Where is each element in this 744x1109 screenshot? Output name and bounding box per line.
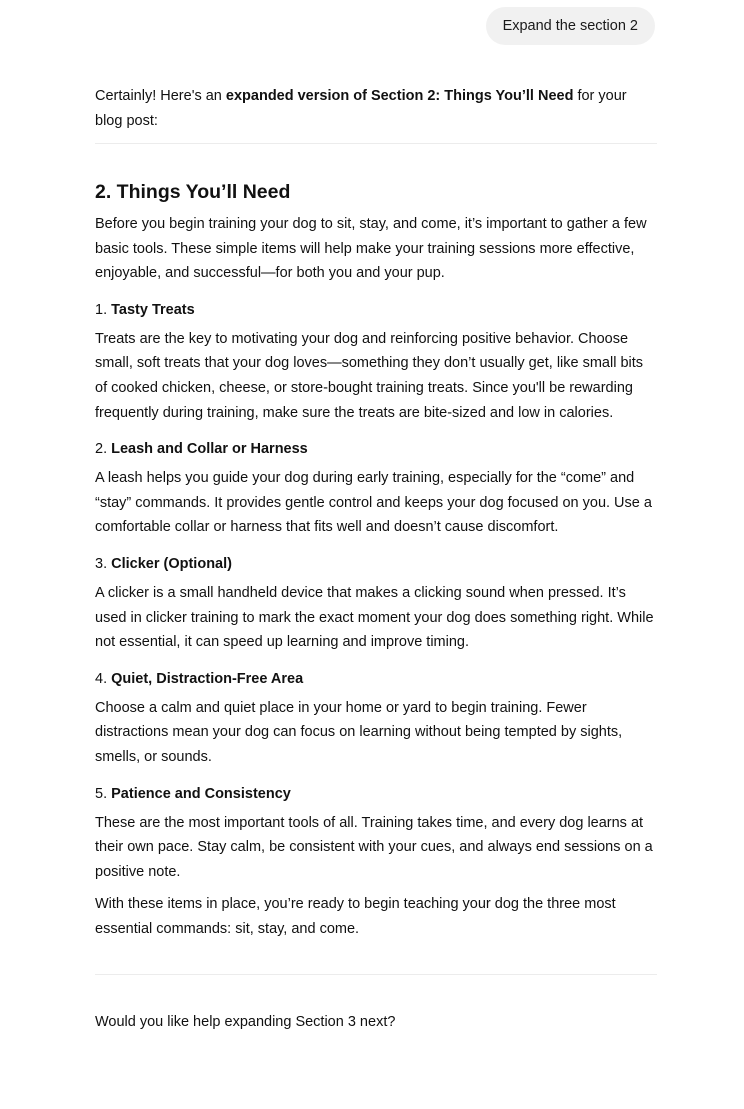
reply-intro xyxy=(95,84,657,129)
item-5-heading xyxy=(95,782,657,806)
item-3-body: A clicker is a small handheld device that makes a clicking sound when pressed. It’s used in clicker training to mark the exact moment your dog does something right. While not essential, it can speed up learning and improve timing. xyxy=(95,584,654,651)
item-4-title: Quiet, Distraction-Free Area xyxy=(111,670,304,687)
item-4-heading xyxy=(95,667,657,691)
item-2-title: Leash and Collar or Harness xyxy=(111,441,308,458)
item-2-heading xyxy=(95,437,657,461)
item-1-body: Treats are the key to motivating your dog and reinforcing positive behavior. Choose small, soft treats that your dog loves—something they don’t usually get, like small bits of cooked chicken, cheese, or store-bought training treats. Since you'll be rewarding frequently during training, make sure the treats are bite-sized and low in calories. xyxy=(95,330,644,421)
intro-bold: expanded version of Section 2: Things You’ll Need xyxy=(225,88,574,104)
user-message-row xyxy=(486,7,655,45)
user-message-bubble: Expand the section 2 xyxy=(486,7,655,45)
item-5-title: Patience and Consistency xyxy=(111,785,291,802)
divider-bottom xyxy=(95,974,657,975)
closing-paragraph: With these items in place, you’re ready to begin teaching your dog the three most essential commands: sit, stay, and come. xyxy=(95,896,616,937)
item-3-heading xyxy=(95,552,657,576)
section-intro: Before you begin training your dog to sit, stay, and come, it’s important to gather a few basic tools. These simple items will help make your training sessions more effective, enjoyable, and successful—for both you and your pup. xyxy=(95,216,647,282)
item-2-number: 2. xyxy=(95,441,112,458)
item-3-title: Clicker (Optional) xyxy=(111,555,232,572)
section-heading: 2. Things You’ll Need xyxy=(95,181,291,203)
item-1-title: Tasty Treats xyxy=(111,301,195,318)
item-5-body: These are the most important tools of all. Training takes time, and every dog learns at their own pace. Stay calm, be consistent with your cues, and always end sessions on a positive note. xyxy=(95,814,653,880)
divider-top xyxy=(95,143,657,144)
item-3-number: 3. xyxy=(95,555,112,572)
item-4-number: 4. xyxy=(95,670,112,687)
item-1-number: 1. xyxy=(95,301,112,318)
item-2-body: A leash helps you guide your dog during early training, especially for the “come” and “stay” commands. It provides gentle control and keeps your dog focused on you. Use a comfortable collar or harness that fits well and doesn’t cause discomfort. xyxy=(95,470,652,536)
intro-suffix: for your blog post: xyxy=(95,88,627,129)
item-1-heading xyxy=(95,298,657,322)
item-4-body: Choose a calm and quiet place in your home or yard to begin training. Fewer distractions mean your dog can focus on learning without being tempted by sights, smells, or sounds. xyxy=(95,699,623,765)
followup-question: Would you like help expanding Section 3 next? xyxy=(95,1014,396,1031)
intro-prefix: Certainly! Here's an xyxy=(95,88,226,104)
assistant-reply xyxy=(95,84,657,1035)
item-5-number: 5. xyxy=(95,785,112,802)
